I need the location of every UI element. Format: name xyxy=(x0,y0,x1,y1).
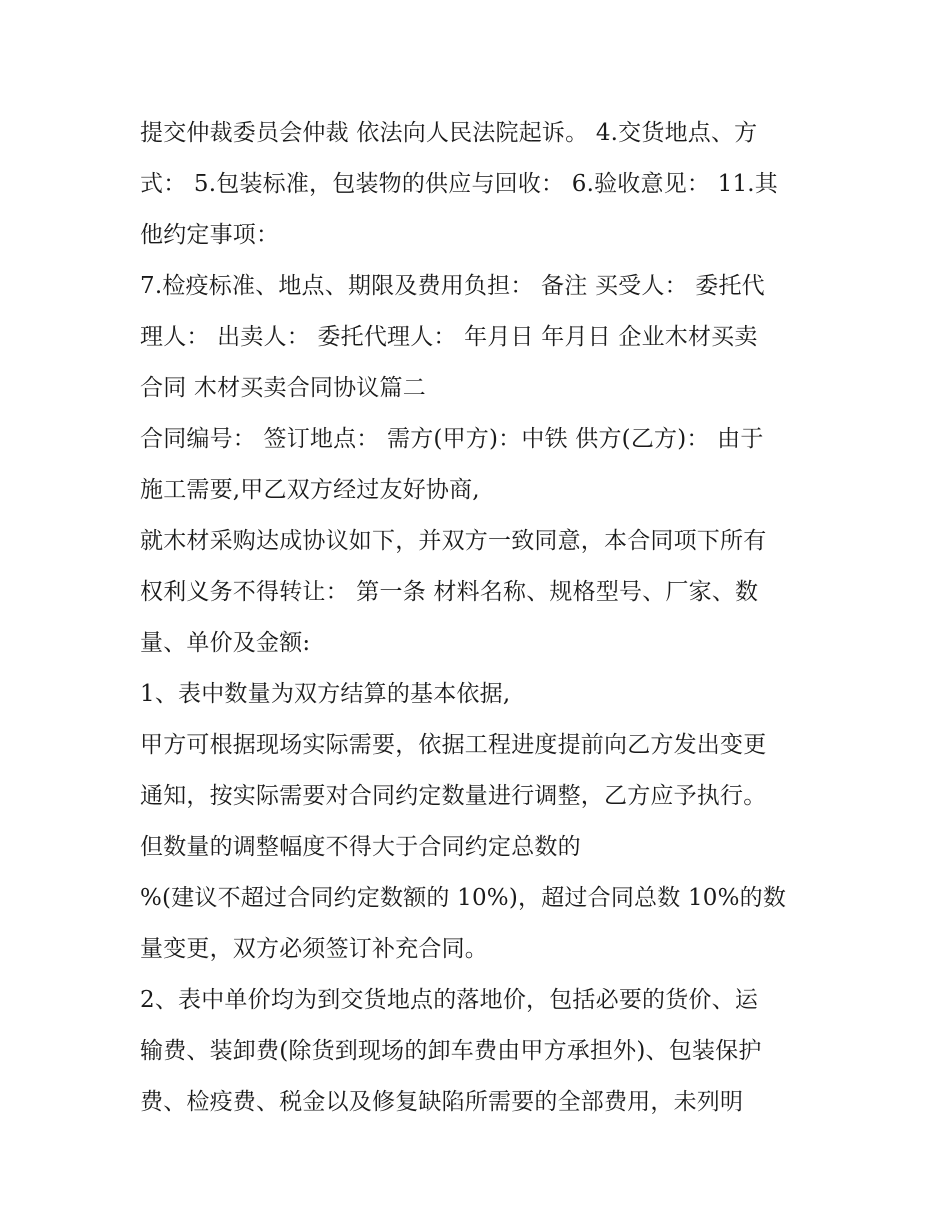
text-line: 施工需要,甲乙双方经过友好协商, xyxy=(140,477,480,503)
text-line: 他约定事项： xyxy=(140,222,280,248)
text-line: 输费、装卸费(除货到现场的卸车费由甲方承担外)、包装保护 xyxy=(140,1038,762,1064)
text-line: 量、单价及金额: xyxy=(140,630,311,656)
text-line: 费、检疫费、税金以及修复缺陷所需要的全部费用，未列明 xyxy=(140,1089,744,1115)
text-line: 提交仲裁委员会仲裁 依法向人民法院起诉。 4.交货地点、方 xyxy=(140,120,758,146)
text-line: 甲方可根据现场实际需要，依据工程进度提前向乙方发出变更 xyxy=(140,732,767,758)
text-line: 就木材采购达成协议如下，并双方一致同意，本合同项下所有 xyxy=(140,528,767,554)
text-line: 式： 5.包装标准，包装物的供应与回收： 6.验收意见： 11.其 xyxy=(140,171,778,197)
contract-text xyxy=(140,108,830,1128)
text-line: 理人： 出卖人： 委托代理人： 年月日 年月日 企业木材买卖 xyxy=(140,324,758,350)
text-line: 通知，按实际需要对合同约定数量进行调整，乙方应予执行。 xyxy=(140,783,767,809)
text-line: 权利义务不得转让： 第一条 材料名称、规格型号、厂家、数 xyxy=(140,579,759,605)
text-line: 量变更，双方必须签订补充合同。 xyxy=(140,936,488,962)
text-line: %(建议不超过合同约定数额的 10%)，超过合同总数 10%的数 xyxy=(140,885,787,911)
text-line: 合同 木材买卖合同协议篇二 xyxy=(140,375,426,401)
text-line: 7.检疫标准、地点、期限及费用负担： 备注 买受人： 委托代 xyxy=(140,273,765,299)
text-line: 合同编号： 签订地点： 需方(甲方)：中铁 供方(乙方)： 由于 xyxy=(140,426,764,452)
text-line: 1、表中数量为双方结算的基本依据, xyxy=(140,681,511,707)
text-line: 2、表中单价均为到交货地点的落地价，包括必要的货价、运 xyxy=(140,987,759,1013)
text-line: 但数量的调整幅度不得大于合同约定总数的 xyxy=(140,834,581,860)
